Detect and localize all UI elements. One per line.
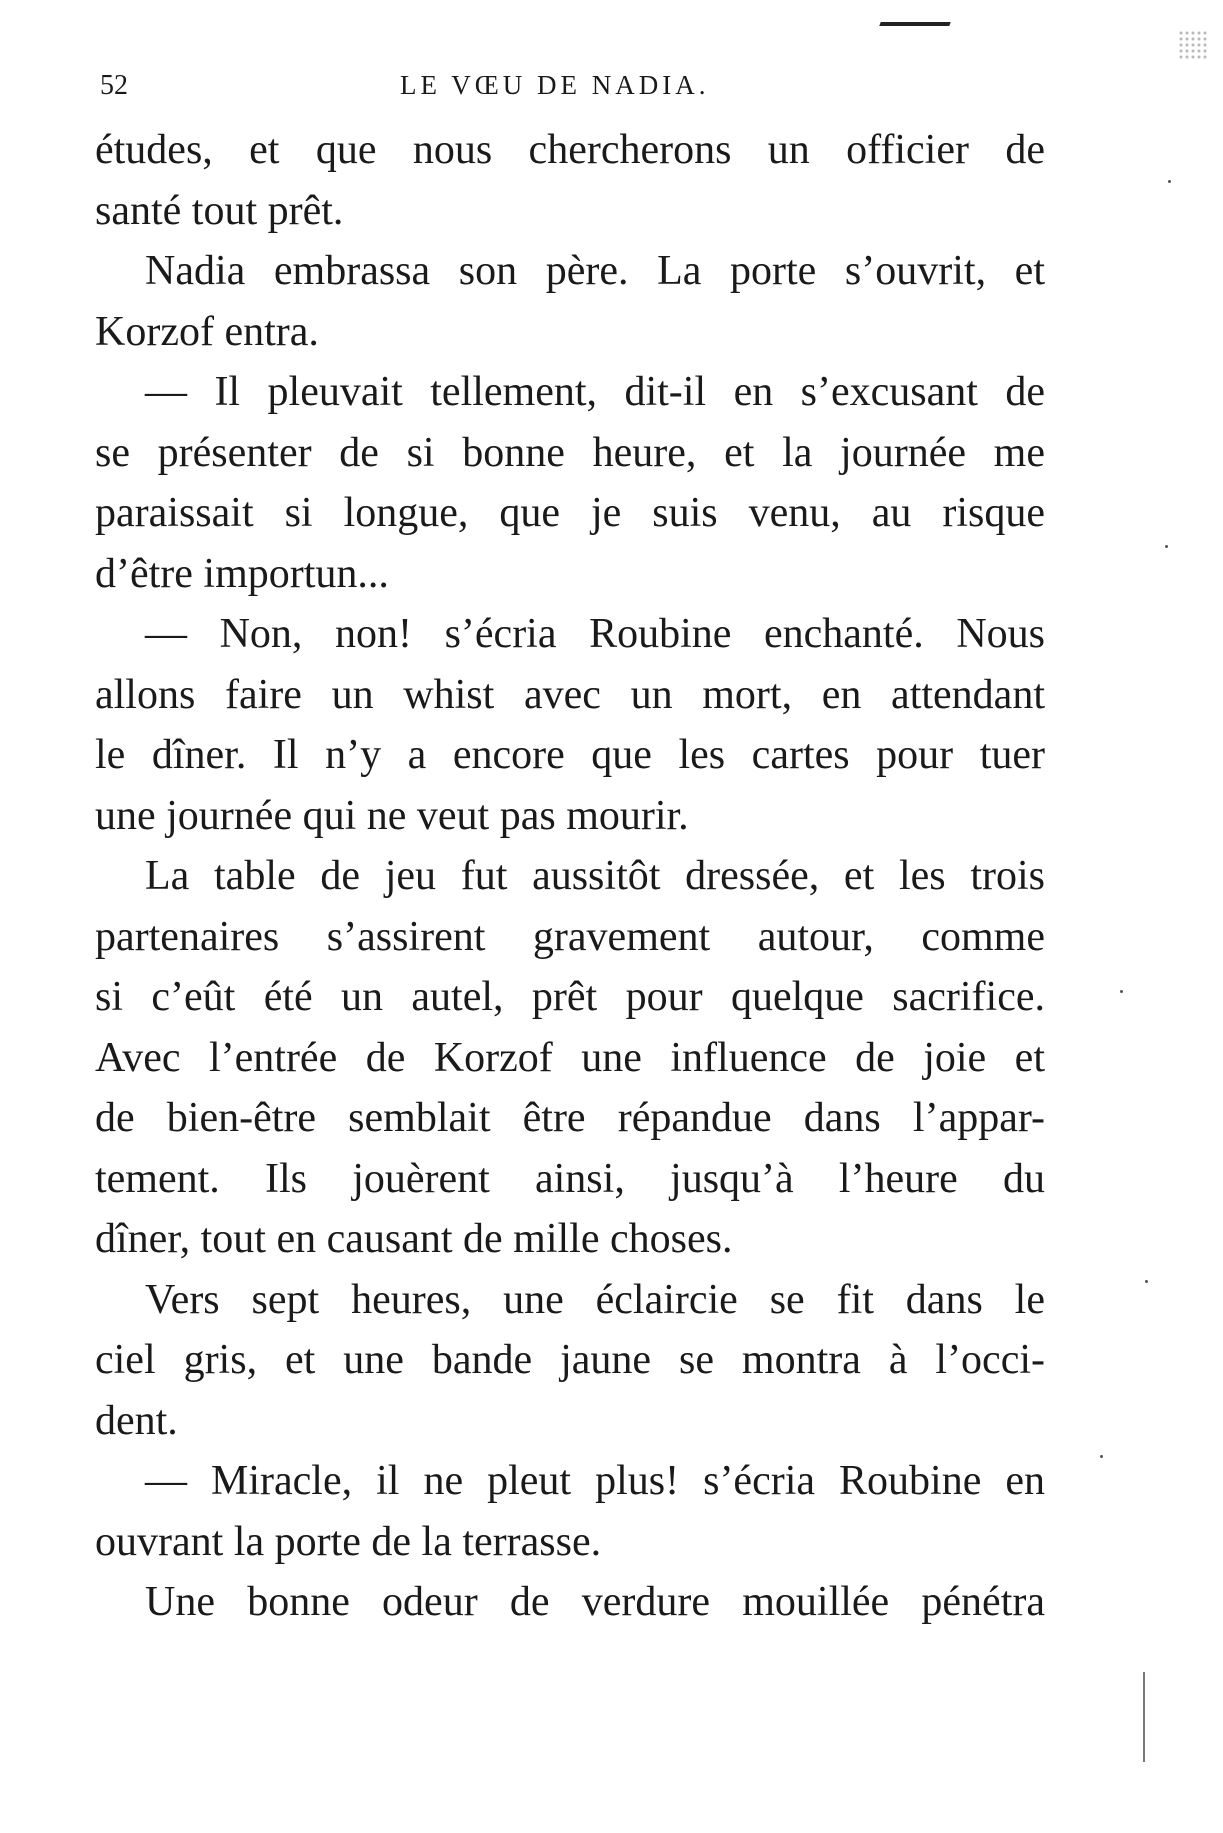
text-line: Une bonne odeur de verdure mouillée pénétra bbox=[145, 1579, 1045, 1625]
text-line: Korzof entra. bbox=[95, 308, 319, 355]
speck bbox=[1120, 990, 1123, 993]
text-line: le dîner. Il n’y a encore que les cartes pour tuer bbox=[95, 732, 1045, 778]
ink-mark bbox=[879, 22, 950, 26]
speck bbox=[1145, 1280, 1148, 1283]
speck bbox=[1168, 180, 1171, 183]
running-title: LE VŒU DE NADIA. bbox=[400, 70, 710, 100]
body-text bbox=[95, 120, 1045, 1633]
paper-speckle bbox=[1178, 30, 1208, 60]
speck bbox=[1165, 545, 1168, 548]
page-header bbox=[100, 70, 1040, 110]
text-line: paraissait si longue, que je suis venu, au risque bbox=[95, 490, 1045, 536]
text-line: — Miracle, il ne pleut plus! s’écria Roubine en bbox=[145, 1458, 1045, 1504]
text-line: se présenter de si bonne heure, et la journée me bbox=[95, 429, 1045, 476]
text-line: si c’eût été un autel, prêt pour quelque sacrifice. bbox=[95, 974, 1045, 1020]
speck bbox=[1100, 1455, 1103, 1458]
margin-line-mark bbox=[1143, 1672, 1145, 1762]
text-line: Avec l’entrée de Korzof une influence de joie et bbox=[95, 1034, 1045, 1081]
text-line: Vers sept heures, une éclaircie se fit dans le bbox=[145, 1276, 1045, 1323]
text-line: dent. bbox=[95, 1397, 178, 1444]
text-line: de bien-être semblait être répandue dans l’appar- bbox=[95, 1095, 1045, 1141]
text-line: Nadia embrassa son père. La porte s’ouvrit, et bbox=[145, 248, 1045, 294]
text-line: allons faire un whist avec un mort, en attendant bbox=[95, 671, 1045, 718]
text-line: santé tout prêt. bbox=[95, 187, 344, 234]
text-line: — Il pleuvait tellement, dit-il en s’excusant de bbox=[145, 369, 1045, 415]
page-number: 52 bbox=[100, 70, 128, 101]
text-line: tement. Ils jouèrent ainsi, jusqu’à l’heure du bbox=[95, 1155, 1045, 1202]
text-line: ciel gris, et une bande jaune se montra à l’occi- bbox=[95, 1337, 1045, 1383]
text-line: d’être importun... bbox=[95, 550, 389, 597]
text-line: La table de jeu fut aussitôt dressée, et les trois bbox=[145, 853, 1045, 899]
text-line: ouvrant la porte de la terrasse. bbox=[95, 1518, 602, 1565]
text-line: partenaires s’assirent gravement autour, comme bbox=[95, 913, 1045, 960]
text-line: — Non, non! s’écria Roubine enchanté. Nous bbox=[145, 611, 1045, 657]
text-line: dîner, tout en causant de mille choses. bbox=[95, 1216, 733, 1262]
text-line: études, et que nous chercherons un officier de bbox=[95, 127, 1045, 173]
text-line: une journée qui ne veut pas mourir. bbox=[95, 792, 689, 839]
